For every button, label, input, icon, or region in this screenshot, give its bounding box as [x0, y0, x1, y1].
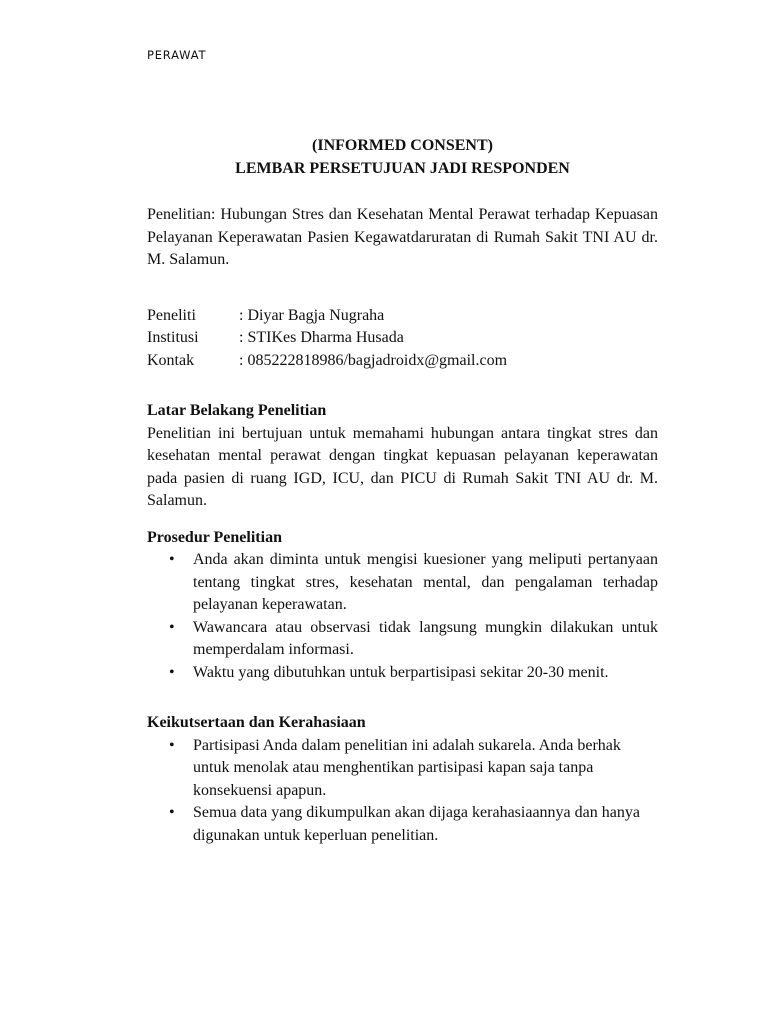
research-title-paragraph: Penelitian: Hubungan Stres dan Kesehatan Mental Perawat terhadap Kepuasan Pelayanan Keperawatan Pasien Kegawatdaruratan di Rumah Sakit TNI AU dr. M. Salamun. [147, 206, 658, 268]
list-item [147, 662, 658, 685]
prosedur-list [147, 549, 658, 684]
title-lembar-persetujuan: LEMBAR PERSETUJUAN JADI RESPONDEN [235, 159, 570, 177]
list-item [147, 549, 658, 617]
list-item [147, 802, 658, 847]
latar-belakang-paragraph: Penelitian ini bertujuan untuk memahami hubungan antara tingkat stres dan kesehatan mental perawat dengan tingkat kepuasan pelayanan keperawatan pada pasien di ruang IGD, ICU, dan PICU di Rumah Sakit TNI AU dr. M. Salamun. [147, 424, 658, 509]
bullet-icon: • [169, 618, 175, 636]
section-heading-latar-belakang: Latar Belakang Penelitian [147, 402, 327, 419]
title-informed-consent: (INFORMED CONSENT) [312, 137, 493, 154]
list-item-text: Partisipasi Anda dalam penelitian ini adalah sukarela. Anda berhak untuk menolak atau menghentikan partisipasi kapan saja tanpa konsekuensi apapun. [193, 736, 621, 799]
list-item-text: Waktu yang dibutuhkan untuk berpartisipasi sekitar 20-30 menit. [193, 663, 609, 681]
contact-label: Kontak [147, 351, 195, 369]
researcher-value: : Diyar Bagja Nugraha [239, 306, 385, 324]
institution-value: : STIKes Dharma Husada [239, 329, 404, 346]
institution-label: Institusi [147, 329, 199, 346]
list-item-text: Anda akan diminta untuk mengisi kuesioner yang meliputi pertanyaan tentang tingkat stres, kesehatan mental, dan pengalaman terhadap pelayanan keperawatan. [193, 551, 658, 613]
researcher-label: Peneliti [147, 306, 196, 324]
researcher-row [147, 305, 658, 328]
list-item [147, 735, 658, 803]
institution-row [147, 327, 658, 350]
contact-row [147, 350, 658, 373]
bullet-icon: • [169, 551, 175, 568]
researcher-info [147, 305, 658, 373]
list-item [147, 617, 658, 662]
contact-value: : 085222818986/bagjadroidx@gmail.com [239, 351, 508, 369]
list-item-text: Wawancara atau observasi tidak langsung mungkin dilakukan untuk memperdalam informasi. [193, 618, 658, 658]
section-heading-keikutsertaan: Keikutsertaan dan Kerahasiaan [147, 714, 366, 731]
bullet-icon: • [169, 663, 175, 681]
keikutsertaan-list [147, 735, 658, 848]
bullet-icon: • [169, 736, 175, 754]
list-item-text: Semua data yang dikumpulkan akan dijaga kerahasiaannya dan hanya digunakan untuk keperluan penelitian. [193, 804, 640, 844]
section-heading-prosedur: Prosedur Penelitian [147, 528, 282, 546]
page-header: PERAWAT [147, 48, 207, 62]
document-body [147, 135, 658, 847]
bullet-icon: • [169, 804, 175, 821]
